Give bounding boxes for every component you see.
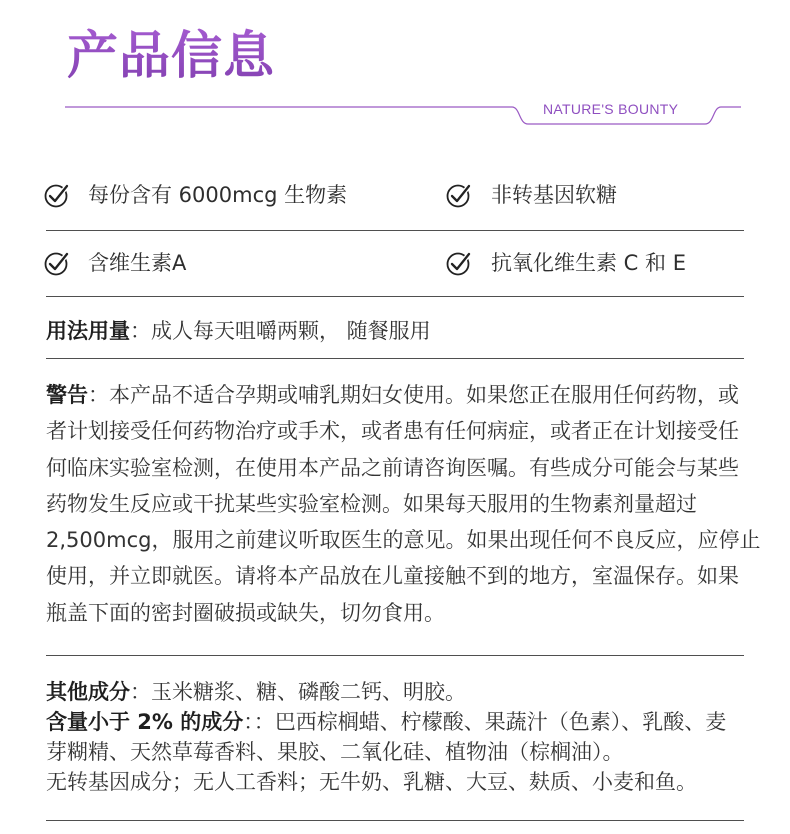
warning-block — [46, 377, 760, 631]
check-circle-icon — [445, 181, 473, 209]
warning-text: ：本产品不适合孕期或哺乳期妇女使用。如果您正在服用任何药物，或 — [88, 383, 739, 407]
other-ingredients-label: 其他成分 — [46, 680, 130, 704]
feature-vitamin-a: 含维生素A — [88, 251, 187, 275]
usage-line — [46, 316, 431, 346]
warning-line: 何临床实验室检测，在使用本产品之前请咨询医嘱。有些成分可能会与某些 — [46, 455, 739, 480]
divider — [46, 230, 744, 231]
warning-label: 警告 — [46, 383, 88, 407]
divider — [46, 655, 744, 656]
brand-name: NATURE'S BOUNTY — [543, 101, 679, 117]
warning-line: 瓶盖下面的密封圈破损或缺失，切勿食用。 — [46, 600, 445, 625]
free-from-line: 无转基因成分；无人工香料；无牛奶、乳糖、大豆、麸质、小麦和鱼。 — [46, 770, 697, 794]
warning-line — [46, 377, 760, 413]
minor-ingredients-line — [46, 707, 726, 737]
other-ingredients-text: ：玉米糖浆、糖、磷酸二钙、明胶。 — [130, 680, 466, 704]
warning-line: 使用，并立即就医。请将本产品放在儿童接触不到的地方，室温保存。如果 — [46, 564, 739, 589]
page-title: 产品信息 — [67, 27, 276, 86]
divider — [46, 296, 744, 297]
minor-ingredients-label: 含量小于 2% 的成分 — [46, 710, 244, 734]
feature-antioxidant-vitamins: 抗氧化维生素 C 和 E — [491, 251, 686, 275]
usage-text: ：成人每天咀嚼两颗， 随餐服用 — [130, 319, 431, 343]
check-circle-icon — [43, 249, 71, 277]
warning-line: 者计划接受任何药物治疗或手术，或者患有任何病症，或者正在计划接受任 — [46, 419, 739, 444]
feature-biotin-amount: 每份含有 6000mcg 生物素 — [88, 183, 348, 207]
divider — [46, 358, 744, 359]
ingredients-block — [46, 677, 726, 797]
usage-label: 用法用量 — [46, 319, 130, 343]
divider — [46, 820, 744, 821]
check-circle-icon — [445, 249, 473, 277]
minor-ingredients-line: 芽糊精、天然草莓香料、果胶、二氧化硅、植物油（棕榈油）。 — [46, 740, 624, 764]
warning-line: 药物发生反应或干扰某些实验室检测。如果每天服用的生物素剂量超过 — [46, 491, 697, 516]
minor-ingredients-text: ：：巴西棕榈蜡、柠檬酸、果蔬汁（色素）、乳酸、麦 — [243, 710, 727, 734]
warning-line: 2,500mcg，服用之前建议听取医生的意见。如果出现任何不良反应，应停止 — [46, 528, 761, 553]
other-ingredients-line — [46, 677, 726, 707]
check-circle-icon — [43, 181, 71, 209]
feature-non-gmo: 非转基因软糖 — [491, 183, 617, 207]
